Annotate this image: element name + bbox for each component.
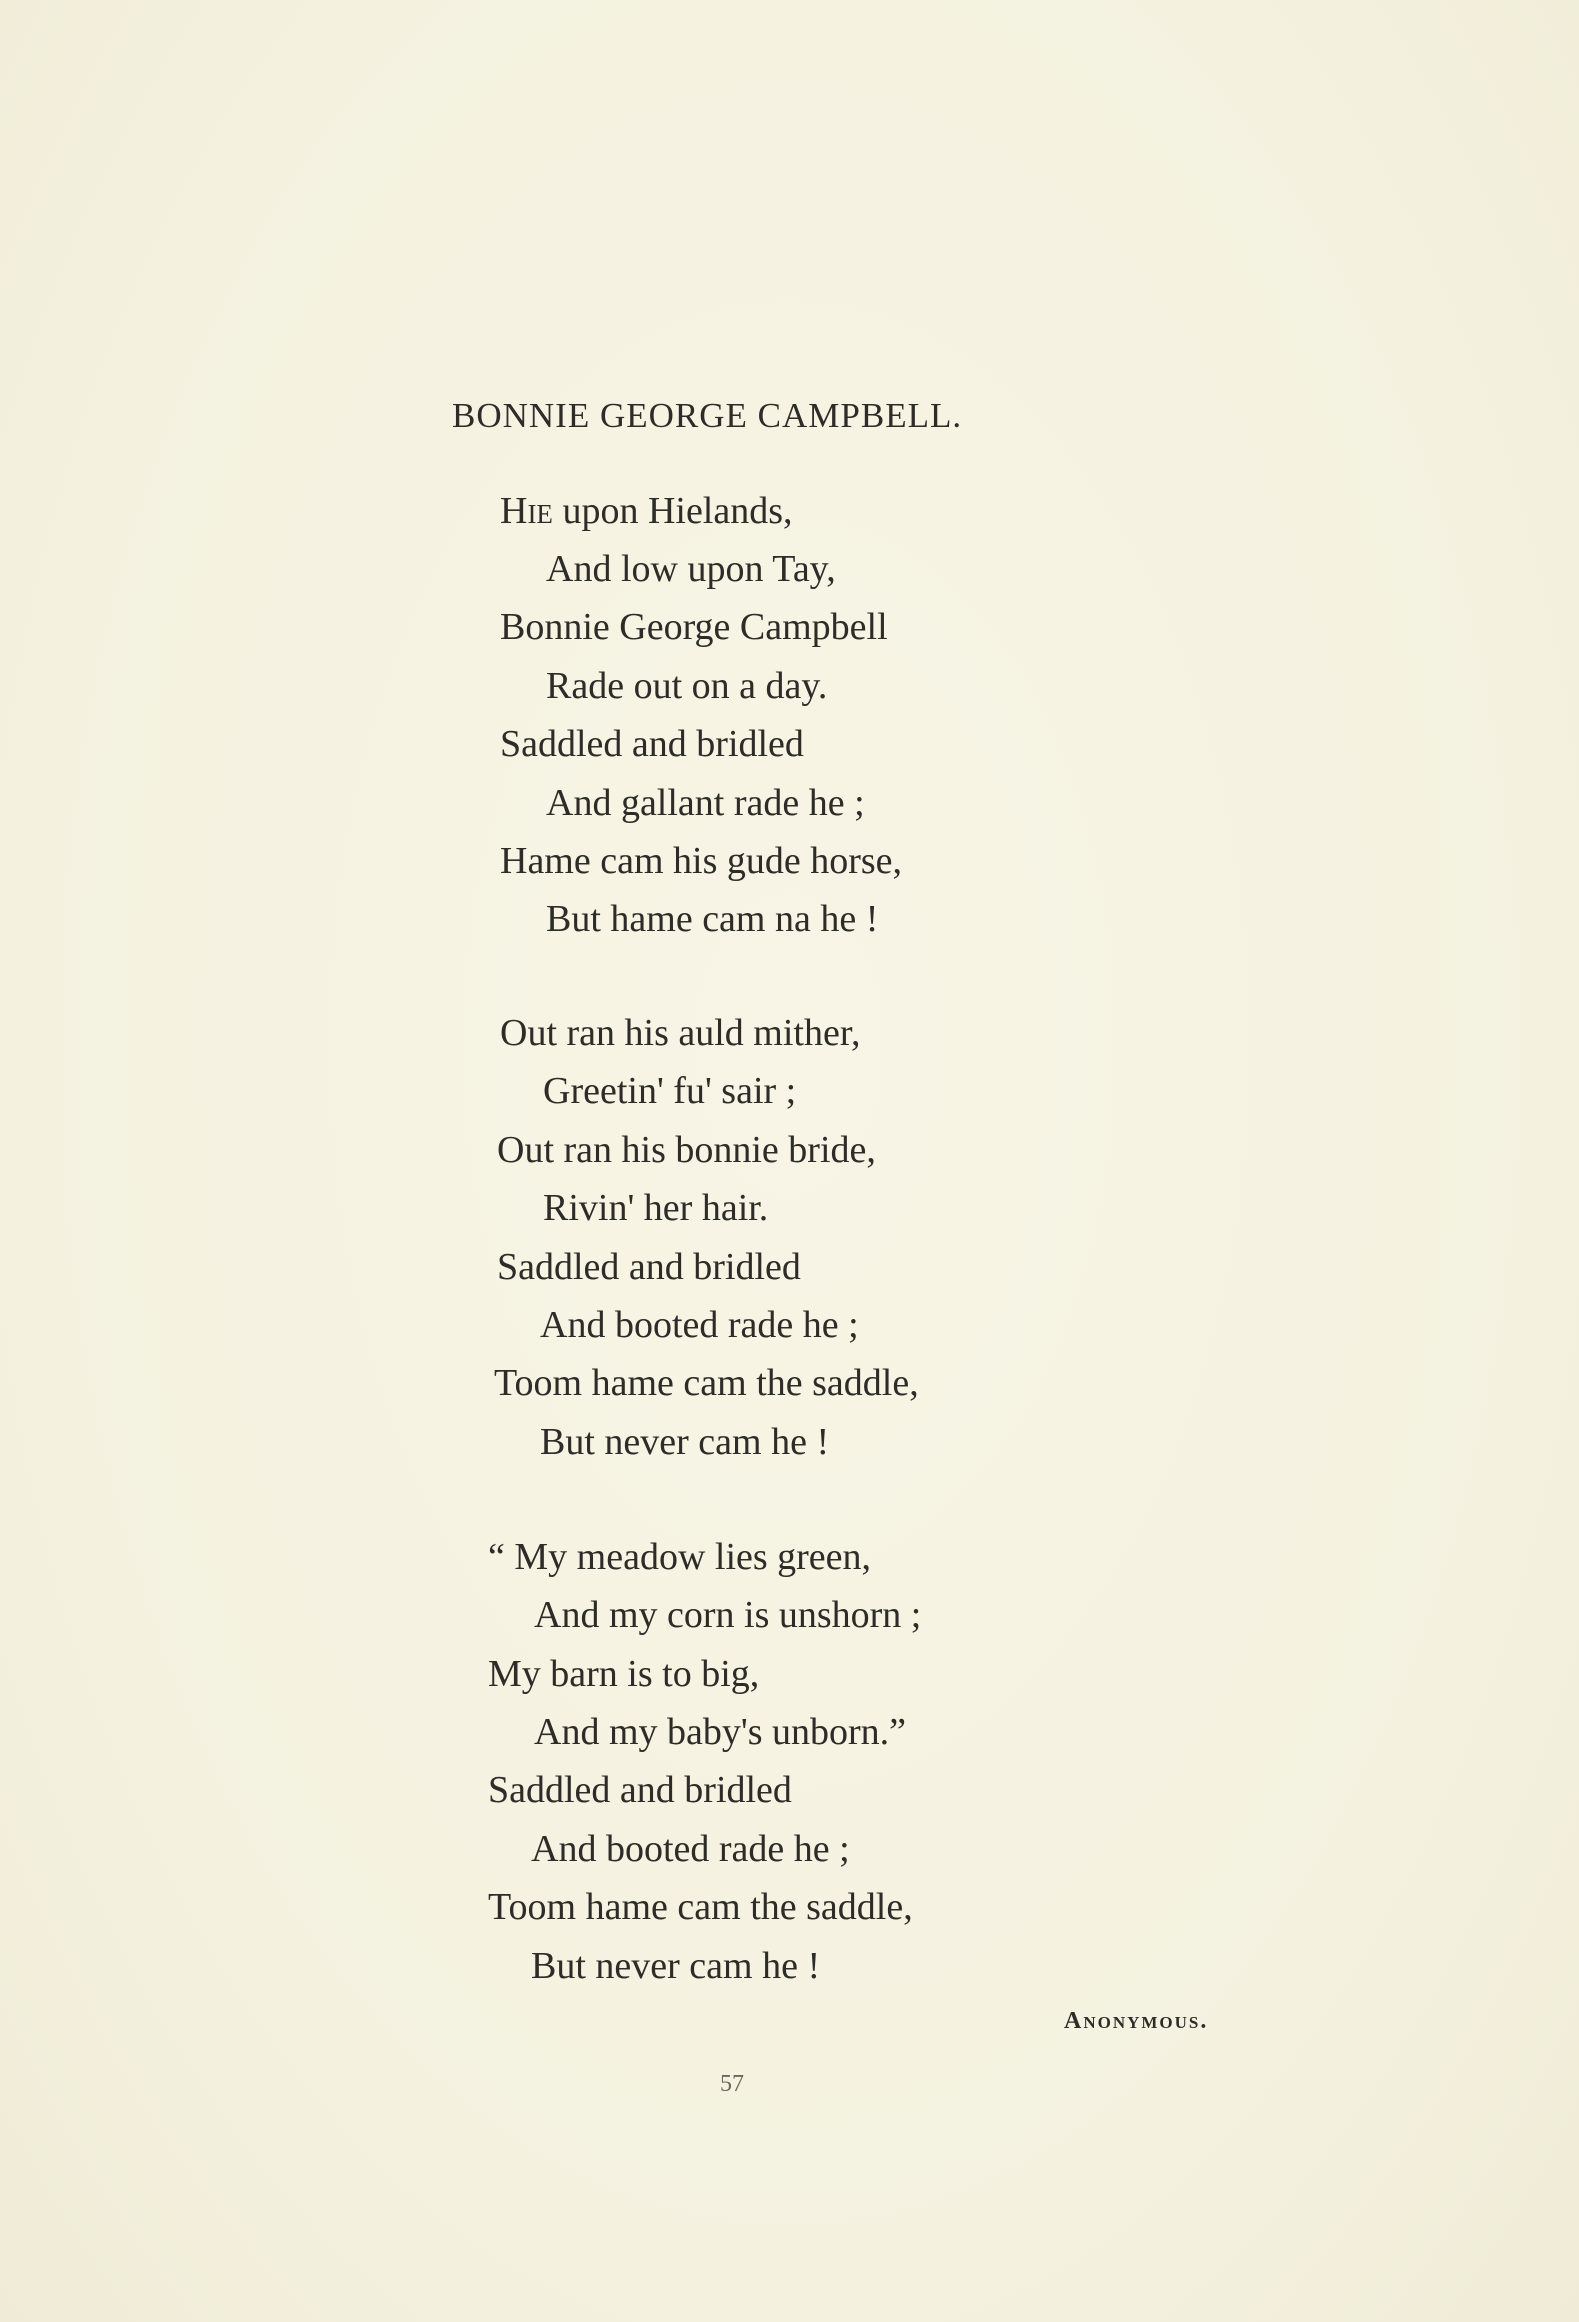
poem-line: Rivin' her hair. — [543, 1187, 769, 1229]
poem-line: Bonnie George Campbell — [500, 606, 888, 648]
poem-line: And booted rade he ; — [531, 1828, 850, 1870]
poem-line: But hame cam na he ! — [546, 898, 879, 940]
poem-line: And my corn is unshorn ; — [534, 1594, 922, 1636]
poem-title: BONNIE GEORGE CAMPBELL. — [452, 396, 963, 435]
poem-line: My barn is to big, — [488, 1653, 760, 1695]
poem-line: Saddled and bridled — [500, 723, 804, 765]
poem-line: And booted rade he ; — [540, 1304, 859, 1346]
poem-line: And gallant rade he ; — [546, 782, 865, 824]
poem-line: But never cam he ! — [540, 1421, 830, 1463]
poem-line: But never cam he ! — [531, 1945, 821, 1987]
poem-line-text: upon Hielands, — [562, 490, 793, 532]
poem-line — [500, 492, 793, 530]
poem-line: Saddled and bridled — [497, 1246, 801, 1288]
poem-line: Toom hame cam the saddle, — [488, 1886, 913, 1928]
poem-line: Out ran his auld mither, — [500, 1012, 861, 1054]
page-number: 57 — [720, 2071, 744, 2097]
poem-line: And my baby's unborn.” — [534, 1711, 907, 1753]
poem-line: “ My meadow lies green, — [488, 1536, 872, 1578]
poem-line: Rade out on a day. — [546, 665, 828, 707]
poem-first-word: Hie — [500, 490, 553, 532]
poem-line: Saddled and bridled — [488, 1769, 792, 1811]
poem-attribution: Anonymous. — [1064, 2008, 1209, 2034]
poem-line: And low upon Tay, — [546, 548, 836, 590]
poem-line: Hame cam his gude horse, — [500, 840, 903, 882]
poem-line: Out ran his bonnie bride, — [497, 1129, 876, 1171]
poem-line: Toom hame cam the saddle, — [494, 1362, 919, 1404]
poem-line: Greetin' fu' sair ; — [543, 1070, 797, 1112]
